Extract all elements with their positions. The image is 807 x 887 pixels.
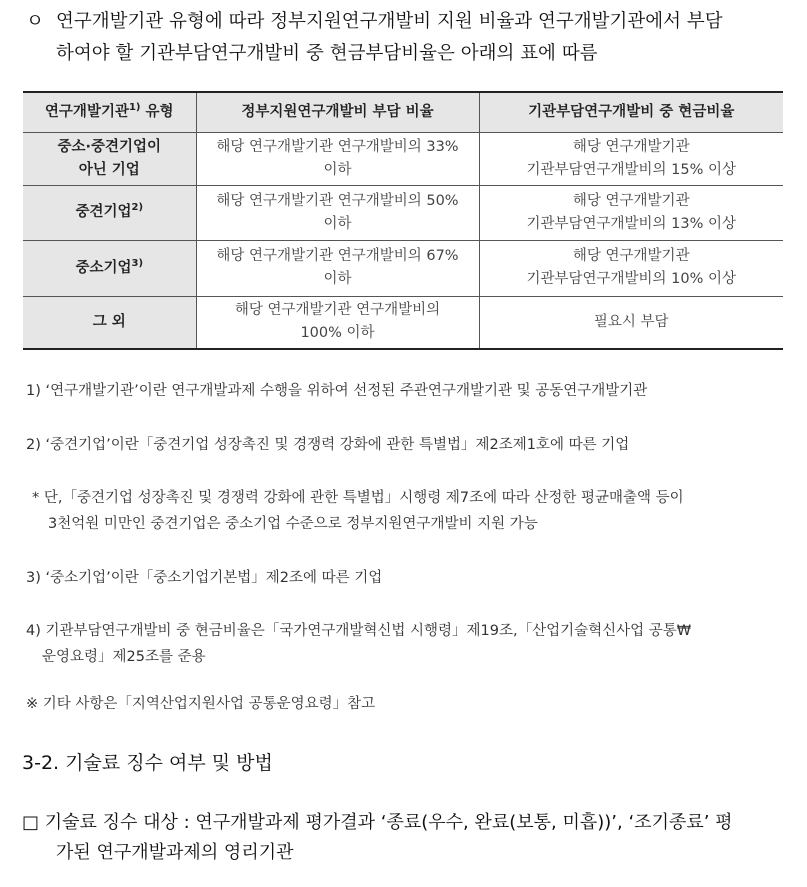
footnote-2: 2) ‘중견기업’이란「중견기업 성장촉진 및 경쟁력 강화에 관한 특별법」제2조제1호에 따른 기업 — [26, 437, 630, 453]
table-row — [23, 296, 783, 349]
footnote-2-exception: * 단,「중견기업 성장촉진 및 경쟁력 강화에 관한 특별법」시행령 제7조에 따라 산정한 평균매출액 등이 3천억원 미만인 중견기업은 중소기업 수준으로 정부지원연구개발비 지원 가능 — [32, 490, 684, 532]
section-heading: 3-2. 기술료 징수 여부 및 방법 — [22, 752, 273, 774]
row-gov-ratio: 해당 연구개발기관 연구개발비의 100% 이하 — [196, 296, 479, 349]
row-gov-ratio: 해당 연구개발기관 연구개발비의 50% 이하 — [196, 185, 479, 240]
intro-paragraph — [26, 6, 796, 70]
table-header-row — [23, 92, 783, 132]
row-type: 그 외 — [23, 296, 196, 349]
row-cash-ratio: 필요시 부담 — [479, 296, 783, 349]
reference-note: ※ 기타 사항은「지역산업지원사업 공통운영요령」참고 — [26, 696, 376, 712]
footnote-4: 4) 기관부담연구개발비 중 현금비율은「국가연구개발혁신법 시행령」제19조,「산업기술혁신사업 공통₩ 운영요령」제25조를 준용 — [26, 623, 692, 665]
row-type: 중견기업$^{2)}$ — [23, 185, 196, 240]
header-gov-ratio: 정부지원연구개발비 부담 비율 — [196, 92, 479, 132]
footnote-3: 3) ‘중소기업’이란「중소기업기본법」제2조에 따른 기업 — [26, 570, 383, 586]
table-row — [23, 132, 783, 185]
footnote-1: 1) ‘연구개발기관’이란 연구개발과제 수행을 위하여 선정된 주관연구개발기관 및 공동연구개발기관 — [26, 383, 648, 399]
table-row — [23, 240, 783, 296]
funding-ratio-table — [23, 91, 783, 350]
intro-line-2: 하여야 할 기관부담연구개발비 중 현금부담비율은 아래의 표에 따름 — [56, 43, 598, 64]
header-cash-ratio: 기관부담연구개발비 중 현금비율 — [479, 92, 783, 132]
royalty-target-item: □ 기술료 징수 대상 : 연구개발과제 평가결과 ‘종료(우수, 완료(보통, 미흡))’, ‘조기종료’ 평 가된 연구개발과제의 영리기관 — [22, 812, 733, 863]
row-type: 중소기업$^{3)}$ — [23, 240, 196, 296]
row-gov-ratio: 해당 연구개발기관 연구개발비의 33% 이하 — [196, 132, 479, 185]
row-cash-ratio: 해당 연구개발기관 기관부담연구개발비의 13% 이상 — [479, 185, 783, 240]
intro-line-1: 연구개발기관 유형에 따라 정부지원연구개발비 지원 비율과 연구개발기관에서 부담 — [56, 11, 723, 32]
row-cash-ratio: 해당 연구개발기관 기관부담연구개발비의 15% 이상 — [479, 132, 783, 185]
table-row — [23, 185, 783, 240]
row-type: 중소·중견기업이 아닌 기업 — [23, 132, 196, 185]
row-gov-ratio: 해당 연구개발기관 연구개발비의 67% 이하 — [196, 240, 479, 296]
header-org-type: 연구개발기관$^{1)}$ 유형 — [23, 92, 196, 132]
circle-bullet: ㅇ — [26, 11, 44, 32]
row-cash-ratio: 해당 연구개발기관 기관부담연구개발비의 10% 이상 — [479, 240, 783, 296]
